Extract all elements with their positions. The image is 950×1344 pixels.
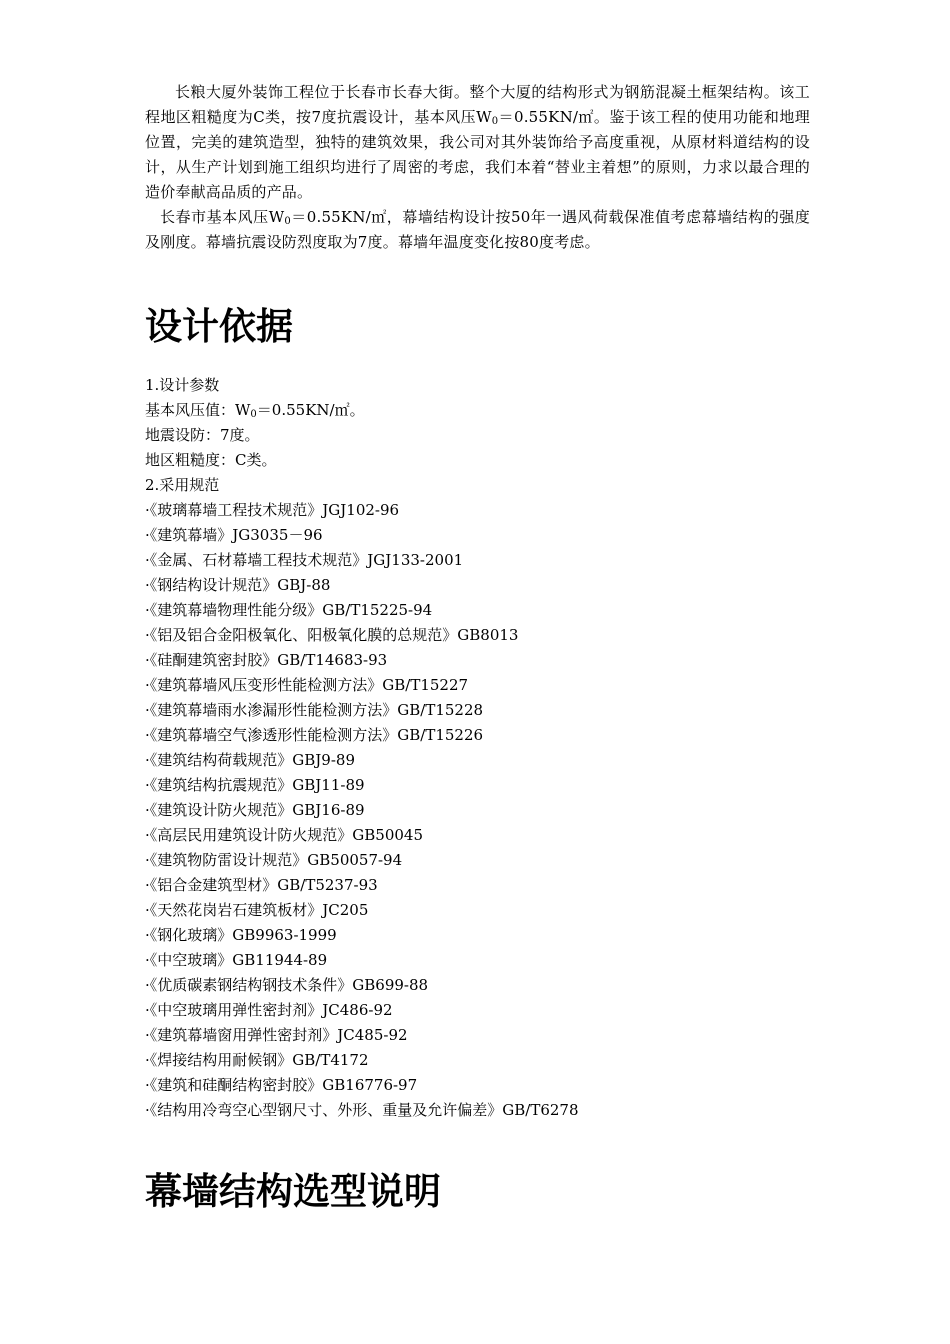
intro-section [145, 80, 810, 255]
intro-p1-text-b: ＝0.55KN/㎡。鉴于该工程的使用功能和地理位置，完美的建筑造型，独特的建筑效果，我公司对其外装饰给予高度重视，从原材料道结构的设计，从生产计划到施工组织均进行了周密的考虑，我们本着“替业主着想”的原则，力求以最合理的造价奉献高品质的产品。 [145, 108, 810, 201]
standard-item: ·《建筑幕墙空气渗透形性能检测方法》GB/T15226 [145, 726, 484, 744]
intro-paragraph-2 [145, 205, 810, 255]
design-basis-content [145, 373, 810, 1123]
standard-item: ·《焊接结构用耐候钢》GB/T4172 [145, 1051, 369, 1069]
standard-item: ·《中空玻璃用弹性密封剂》JC486-92 [145, 1001, 393, 1019]
standards-title: 2.采用规范 [145, 476, 220, 494]
standard-item: ·《建筑和硅酮结构密封胶》GB16776-97 [145, 1076, 418, 1094]
intro-p1-text-a: 长粮大厦外装饰工程位于长春市长春大街。整个大厦的结构形式为钢筋混凝土框架结构。该工程地区粗糙度为C类，按7度抗震设计，基本风压W [145, 83, 810, 126]
heading-design-basis: 设计依据 [145, 305, 293, 348]
standard-item: ·《高层民用建筑设计防火规范》GB50045 [145, 826, 423, 844]
param-wind-subscript: 0 [250, 409, 257, 420]
standard-item: ·《结构用冷弯空心型钢尺寸、外形、重量及允许偏差》GB/T6278 [145, 1101, 579, 1119]
param-seismic: 地震设防：7度。 [145, 426, 260, 444]
standard-item: ·《建筑设计防火规范》GBJ16-89 [145, 801, 365, 819]
params-title: 1.设计参数 [145, 376, 220, 394]
standard-item: ·《铝合金建筑型材》GB/T5237-93 [145, 876, 378, 894]
standard-item: ·《金属、石材幕墙工程技术规范》JGJ133-2001 [145, 551, 464, 569]
standard-item: ·《建筑幕墙风压变形性能检测方法》GB/T15227 [145, 676, 469, 694]
standards-list [145, 498, 810, 1123]
heading-structure-selection: 幕墙结构选型说明 [145, 1170, 441, 1213]
standard-item: ·《建筑幕墙物理性能分级》GB/T15225-94 [145, 601, 433, 619]
standard-item: ·《建筑结构荷载规范》GBJ9-89 [145, 751, 355, 769]
standard-item: ·《建筑幕墙窗用弹性密封剂》JC485-92 [145, 1026, 408, 1044]
param-wind-text-a: 基本风压值：W [145, 401, 251, 419]
standard-item: ·《硅酮建筑密封胶》GB/T14683-93 [145, 651, 388, 669]
standard-item: ·《铝及铝合金阳极氧化、阳极氧化膜的总规范》GB8013 [145, 626, 519, 644]
param-roughness: 地区粗糙度：C类。 [145, 451, 277, 469]
intro-paragraph-1 [145, 80, 810, 205]
intro-p2-subscript: 0 [284, 216, 291, 227]
standard-item: ·《中空玻璃》GB11944-89 [145, 951, 328, 969]
param-wind-text-b: ＝0.55KN/㎡。 [256, 401, 365, 419]
standard-item: ·《建筑结构抗震规范》GBJ11-89 [145, 776, 365, 794]
standard-item: ·《天然花岗岩石建筑板材》JC205 [145, 901, 369, 919]
standard-item: ·《玻璃幕墙工程技术规范》JGJ102-96 [145, 501, 400, 519]
param-wind-pressure [145, 398, 810, 423]
intro-p1-subscript: 0 [491, 116, 499, 127]
standard-item: ·《钢结构设计规范》GBJ-88 [145, 576, 331, 594]
standard-item: ·《优质碳素钢结构钢技术条件》GB699-88 [145, 976, 429, 994]
standard-item: ·《建筑物防雷设计规范》GB50057-94 [145, 851, 403, 869]
standard-item: ·《钢化玻璃》GB9963-1999 [145, 926, 337, 944]
standard-item: ·《建筑幕墙》JG3035－96 [145, 526, 323, 544]
standard-item: ·《建筑幕墙雨水渗漏形性能检测方法》GB/T15228 [145, 701, 484, 719]
intro-p2-text-b: ＝0.55KN/㎡，幕墙结构设计按50年一遇风荷载保准值考虑幕墙结构的强度及刚度。幕墙抗震设防烈度取为7度。幕墙年温度变化按80度考虑。 [145, 208, 810, 251]
intro-p2-text-a: 长春市基本风压W [160, 208, 285, 226]
